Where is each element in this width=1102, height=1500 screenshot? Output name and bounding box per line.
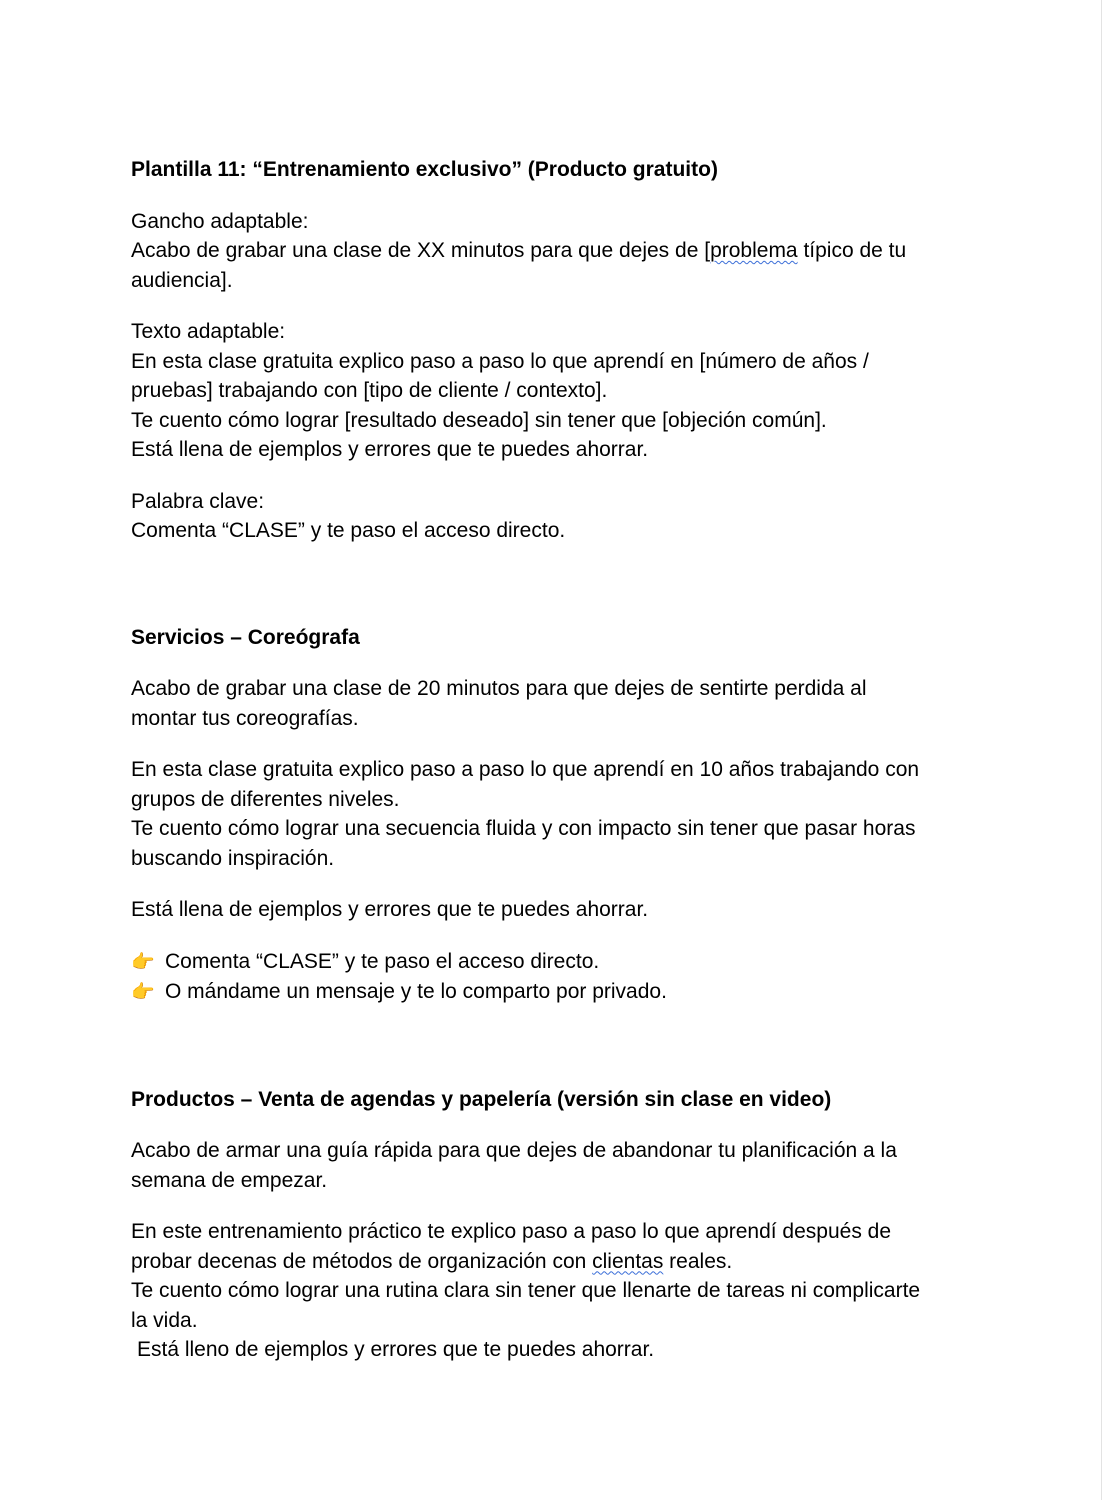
pointing-hand-icon: 👉: [131, 982, 155, 1003]
hook-paragraph: [131, 207, 981, 296]
paragraph-line: Acabo de grabar una clase de 20 minutos para que dejes de sentirte perdida al: [131, 677, 867, 700]
paragraph-line: Está llena de ejemplos y errores que te puedes ahorrar.: [131, 898, 649, 921]
text-line: Está llena de ejemplos y errores que te puedes ahorrar.: [131, 438, 649, 461]
productos-paragraph-2: [131, 1217, 981, 1365]
keyword-paragraph: [131, 487, 981, 546]
section-title-plantilla: Plantilla 11: “Entrenamiento exclusivo” (Producto gratuito): [131, 158, 718, 181]
bullet-item: [131, 947, 981, 978]
paragraph-line: En este entrenamiento práctico te explico paso a paso lo que aprendí después de: [131, 1220, 892, 1243]
paragraph-line: Está lleno de ejemplos y errores que te puedes ahorrar.: [137, 1338, 655, 1361]
bullet-text: Comenta “CLASE” y te paso el acceso directo.: [165, 949, 600, 973]
paragraph-line: [131, 1247, 981, 1277]
text-line: pruebas] trabajando con [tipo de cliente / contexto].: [131, 379, 608, 402]
spellcheck-word[interactable]: clientas: [592, 1249, 664, 1273]
paragraph-line: Te cuento cómo lograr una secuencia fluida y con impacto sin tener que pasar horas: [131, 817, 916, 840]
paragraph-text-b: reales.: [663, 1249, 733, 1273]
paragraph-line: buscando inspiración.: [131, 846, 335, 870]
paragraph-line: Te cuento cómo lograr una rutina clara sin tener que llenarte de tareas ni complicarte: [131, 1279, 921, 1302]
hook-label: Gancho adaptable:: [131, 209, 309, 233]
servicios-paragraph-1: [131, 674, 981, 733]
text-label: Texto adaptable:: [131, 320, 286, 343]
servicios-paragraph-3: [131, 895, 981, 925]
servicios-paragraph-2: [131, 755, 981, 873]
pointing-hand-icon: 👉: [131, 951, 155, 973]
keyword-line: Comenta “CLASE” y te paso el acceso directo.: [131, 519, 566, 542]
paragraph-line: montar tus coreografías.: [131, 706, 359, 730]
servicios-bullets: [131, 947, 981, 1008]
hook-text-b: típico de tu: [797, 239, 907, 262]
hook-text-a: Acabo de grabar una clase de XX minutos para que dejes de [: [131, 239, 711, 262]
paragraph-line: En esta clase gratuita explico paso a paso lo que aprendí en 10 años trabajando con: [131, 758, 920, 781]
section-title-servicios: Servicios – Coreógrafa: [131, 625, 360, 649]
hook-line: [131, 236, 981, 266]
paragraph-line: la vida.: [131, 1308, 198, 1332]
document-body: [131, 155, 981, 1365]
bullet-item: [131, 977, 981, 1008]
productos-paragraph-1: [131, 1136, 981, 1195]
paragraph-text-a: probar decenas de métodos de organización con: [131, 1249, 593, 1273]
paragraph-line: semana de empezar.: [131, 1168, 328, 1192]
paragraph-line: grupos de diferentes niveles.: [131, 787, 400, 811]
bullet-text: O mándame un mensaje y te lo comparto por privado.: [165, 980, 667, 1003]
paragraph-line: Acabo de armar una guía rápida para que dejes de abandonar tu planificación a la: [131, 1139, 897, 1162]
text-paragraph: [131, 317, 981, 465]
hook-line: audiencia].: [131, 268, 233, 292]
spellcheck-word[interactable]: problema: [710, 239, 798, 262]
text-line: En esta clase gratuita explico paso a paso lo que aprendí en [número de años /: [131, 349, 869, 373]
text-line: Te cuento cómo lograr [resultado deseado] sin tener que [objeción común].: [131, 408, 827, 432]
section-title-productos: Productos – Venta de agendas y papelería (versión sin clase en video): [131, 1087, 832, 1111]
keyword-label: Palabra clave:: [131, 489, 265, 513]
